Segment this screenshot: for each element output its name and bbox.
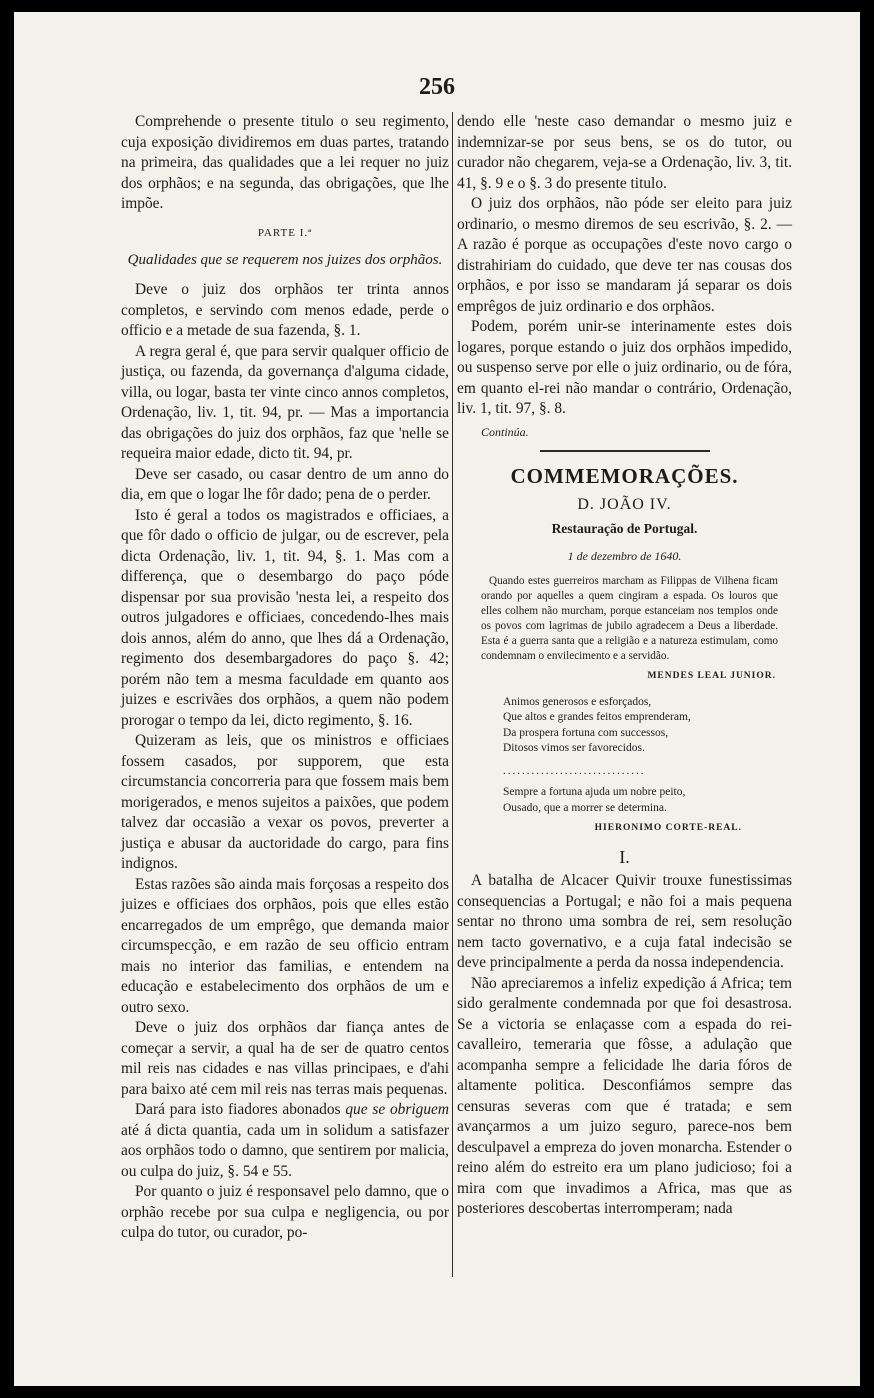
paragraph: Por quanto o juiz é responsavel pelo damno, que o orphão recebe por sua culpa e negligencia, ou por culpa do tutor, ou curador, po- [121,1183,449,1241]
verse-ellipsis: .............................. [503,764,646,777]
verse-line: Animos generosos e esforçados, [503,695,652,708]
right-column [457,112,792,1220]
paragraph: A regra geral é, que para servir qualquer officio de justiça, ou fazenda, da governança d'alguma cidade, villa, ou logar, basta ter vinte cinco annos completos, Ordenação, liv. 1, tit. 94, pr. — Mas a importancia das obrigações do juiz dos orphãos, faz que 'nelle se requeira maior edade, dicto tit. 94, pr. [121,342,449,462]
verse-line: Da prospera fortuna com successos, [503,726,669,739]
paragraph-text: até á dicta quantia, cada um in solidum a satisfazer aos orphãos todo o damno, que sentirem por malicia, ou culpa do juiz, §. 54 e 55. [121,1121,449,1180]
intro-paragraph: Comprehende o presente titulo o seu regimento, cuja exposição dividiremos em duas partes, tratando na primeira, das qualidades que a lei requer no juiz dos orphãos; e na segunda, das obrigações, que lhe impõe. [121,113,449,212]
section-rule [540,450,710,452]
paragraph: O juiz dos orphãos, não póde ser eleito para juiz ordinario, o mesmo diremos de seu escrivão, §. 2. — A razão é porque as occupações d'este novo cargo o distrahiriam do cuidado, que deve ter nas cousas dos orphãos, e por isso se mandaram já separar os dois emprêgos de juiz ordinario e dos orphãos. [457,195,792,315]
paragraph: Não apreciaremos a infeliz expedição á Africa; tem sido geralmente condemnada por que foi desastrosa. Se a victoria se enlaçasse com a espada do rei-cavalleiro, temeraria que fôsse, a adulação que acompanha sempre a felicidade lhe daria fóros de altamente politica. Desconfiámos sempre das censuras severas com que é tratada; e sem avançarmos a um juizo seguro, parece-nos bem desculpavel a empreza do joven monarcha. Estender o reino além do estreito era um plano judicioso; foi a mira com que invadimos a Africa, mas que as posteriores descobertas interromperam; nada [457,974,792,1217]
paragraph: Deve ser casado, ou casar dentro de um anno do dia, em que o logar lhe fôr dado; pena de o perder. [121,465,449,503]
paragraph: Quizeram as leis, que os ministros e officiaes fossem casados, por supporem, que esta circumstancia concorreria para que fossem mais bem morigerados, e menos sujeitos a paixões, que podem talvez dar occasião a vexar os povos, preverter a justiça e abusar da auctoridade do cargo, para fins indignos. [121,732,449,872]
left-column [121,112,449,1244]
italic-phrase: que se obriguem [345,1101,449,1118]
quote-author: MENDES LEAL JUNIOR. [647,671,776,681]
epigraph-quote: Quando estes guerreiros marcham as Filippas de Vilhena ficam orando por aquelles a quem cingiram a espada. Os louros que elles colhem não murcham, porque estanceiam nos templos onde os povos com lagrimas de jubilo agradecem a Deus a liberdade. Esta é a guerra santa que a religião e a natureza estimulam, como condemnam o envilecimento e a servidão. [481,575,778,662]
king-heading: D. JOÃO IV. [577,495,672,513]
column-divider [452,112,453,1277]
verse-author: HIERONIMO CORTE-REAL. [594,823,742,833]
part-label: PARTE I.ª [257,226,313,239]
paragraph: Isto é geral a todos os magistrados e officiaes, a que fôr dado o officio de julgar, ou de escrever, pela dicta Ordenação, liv. 1, tit. 94, §. 1. Mas com a differença, que o desembargo do paço póde dispensar por sua provisão 'nesta lei, a respeito dos outros julgadores e officiaes, concedendo-lhes mais dois annos, além do anno, que lhes dá a Ordenação, regimento dos desembargadores do paço §. 42; porém não tem a mesma faculdade em quanto aos juizes e escrivães dos orphãos, a quem não podem prorogar o tempo da lei, dicto regimento, §. 16. [121,506,449,729]
paragraph: A batalha de Alcacer Quivir trouxe funestissimas consequencias a Portugal; e não foi a mais pequena sentar no throno uma sombra de rei, sem resolução nem tacto governativo, e a cuja fatal indecisão se deve principalmente a perda da nossa independencia. [457,872,792,971]
article-heading: Restauração de Portugal. [551,521,698,536]
newspaper-page [14,12,860,1386]
verse-line: Que altos e grandes feitos emprenderam, [503,711,691,723]
paragraph: Podem, porém unir-se interinamente estes dois logares, porque estando o juiz dos orphãos impedido, ou suspenso serve por elle o juiz ordinario, ou de fóra, em quanto el-rei não mandar o contrário, Ordenação, liv. 1, tit. 97, §. 8. [457,318,792,417]
paragraph: Estas razões são ainda mais forçosas a respeito dos juizes e officiaes dos orphãos, pois que elles estão encarregados de um emprêgo, que demanda maior circumspecção, e em razão de seu officio entram mais no interior das familias, e entendem na educação e estabelecimento dos orphãos de um e outro sexo. [121,875,449,1016]
page-number: 256 [419,74,455,100]
section-title: COMMEMORAÇÕES. [510,464,739,488]
paragraph: Deve o juiz dos orphãos ter trinta annos completos, e servindo com menos edade, perde o officio e a metade de sua fazenda, §. 1. [121,281,449,339]
verse-line: Ditosos vimos ser favorecidos. [503,742,645,754]
paragraph [121,1100,449,1182]
section-subtitle: Qualidades que se requerem nos juizes dos orphãos. [127,252,443,268]
paragraph: dendo elle 'neste caso demandar o mesmo juiz e indemnizar-se por seus bens, se os do tutor, ou curador não chegarem, veja-se a Ordenação, liv. 3, tit. 41, §. 9 e o §. 3 do presente titulo. [457,113,792,192]
verse-line: Sempre a fortuna ajuda um nobre peito, [503,786,686,798]
paragraph-text: Dará para isto fiadores abonados [135,1101,341,1118]
continua-label: Continúa. [481,424,529,439]
article-date: 1 de dezembro de 1640. [567,548,682,563]
chapter-numeral: I. [619,846,630,867]
paragraph: Deve o juiz dos orphãos dar fiança antes de começar a servir, a qual ha de ser de quatro centos mil reis nas cidades e nas villas principaes, e d'ahi para baixo até cem mil reis nas terras mais pequenas. [121,1019,449,1098]
verse-line: Ousado, que a morrer se determina. [503,801,667,814]
